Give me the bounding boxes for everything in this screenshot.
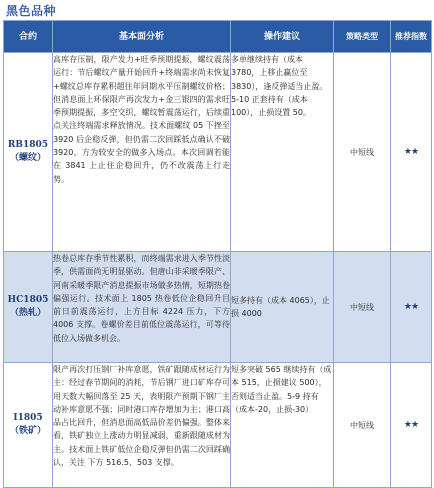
header-analysis: 基本面分析	[53, 21, 231, 53]
header-advice: 操作建议	[231, 21, 334, 53]
rating-stars: ★★	[391, 53, 432, 252]
table-row	[4, 252, 432, 363]
analysis-cell: 限产再次打压钢厂补库意愿，铁矿跟随成材运行为主：经过春节期间的消耗，节后钢厂进口矿库存可用天数大幅回落至 25 天，表明限产预期下钢厂主动补库意愿不强；同时港口库存增加为主；港口高品占比回升，但消息面高低品价差仍偏强。整体来看，铁矿独立上涨动力明显减弱，重新跟随成材为主。技术面上铁矿低位企稳反弹但仍需二次回踩确认，关注 下方 516.5、503 支撑。	[53, 363, 231, 488]
contract-name: （铁矿）	[9, 426, 46, 436]
contract-cell	[4, 53, 53, 252]
advice-cell: 短多持有（成本 4065），止损 4000	[231, 252, 334, 363]
header-rating: 推荐指数	[391, 21, 432, 53]
rating-stars: ★★	[391, 252, 432, 363]
strategy-cell: 中短线	[334, 363, 391, 488]
header-contract: 合约	[4, 21, 53, 53]
contract-name: （热轧）	[9, 308, 46, 318]
contract-code: I1805	[13, 413, 43, 423]
table-row	[4, 363, 432, 488]
strategy-table	[3, 20, 432, 488]
contract-code: RB1805	[7, 140, 49, 150]
analysis-cell: 高库存压制，限产发力+旺季预期提振，螺纹震荡运行：节后螺纹产量开始回升+终端需求尚未恢复+螺纹总库存累积超往年同期水平压制螺纹价格；但消息面上环保限产再次发力+金三银四的需求旺季预期提振，多空交织，螺纹暂震荡运行，后续重点关注终端需求释放情况。技术面螺纹 05 下挫至 3920 后企稳反弹，但仍需二次回踩低点确认不破 3920，方为较安全的做多入场点。本次回调若能在 3841 上止住企稳回升，仍不改震荡上行走势。	[53, 53, 231, 252]
contract-code: HC1805	[7, 295, 49, 305]
analysis-cell: 热卷总库存季节性累积，而终端需求进入季节性淡季，供需面尚无明显驱动。但唐山非采暖季限产、河南采暖季限产消息提振市场做多热情，短期热卷偏强运行。技术面上 1805 热卷低位企稳回升目前日前震荡运行，上方目标 4224 压力，下方 4006 支撑。卷螺价差目前低位震荡运行，可等待低位入场做多机会。	[53, 252, 231, 363]
advice-cell: 短多突破 565 继续持有（成本 515，止损建议 500），否则适当止盈。5-9 持有（成本-20，止损-30）	[231, 363, 334, 488]
contract-name: （螺纹）	[9, 153, 46, 163]
advice-cell: 多单继续持有（成本 3780，上移止赢位至 3830），逢反弹适当止盈。5-10 正套持有（成本 100），止损设置 50。	[231, 53, 334, 252]
table-row	[4, 53, 432, 252]
table-header-row	[4, 21, 432, 53]
strategy-cell: 中短线	[334, 53, 391, 252]
rating-stars: ★★	[391, 363, 432, 488]
strategy-cell: 中短线	[334, 252, 391, 363]
contract-cell	[4, 252, 53, 363]
contract-cell	[4, 363, 53, 488]
header-strategy: 策略类型	[334, 21, 391, 53]
section-title: 黑色品种	[6, 4, 57, 18]
